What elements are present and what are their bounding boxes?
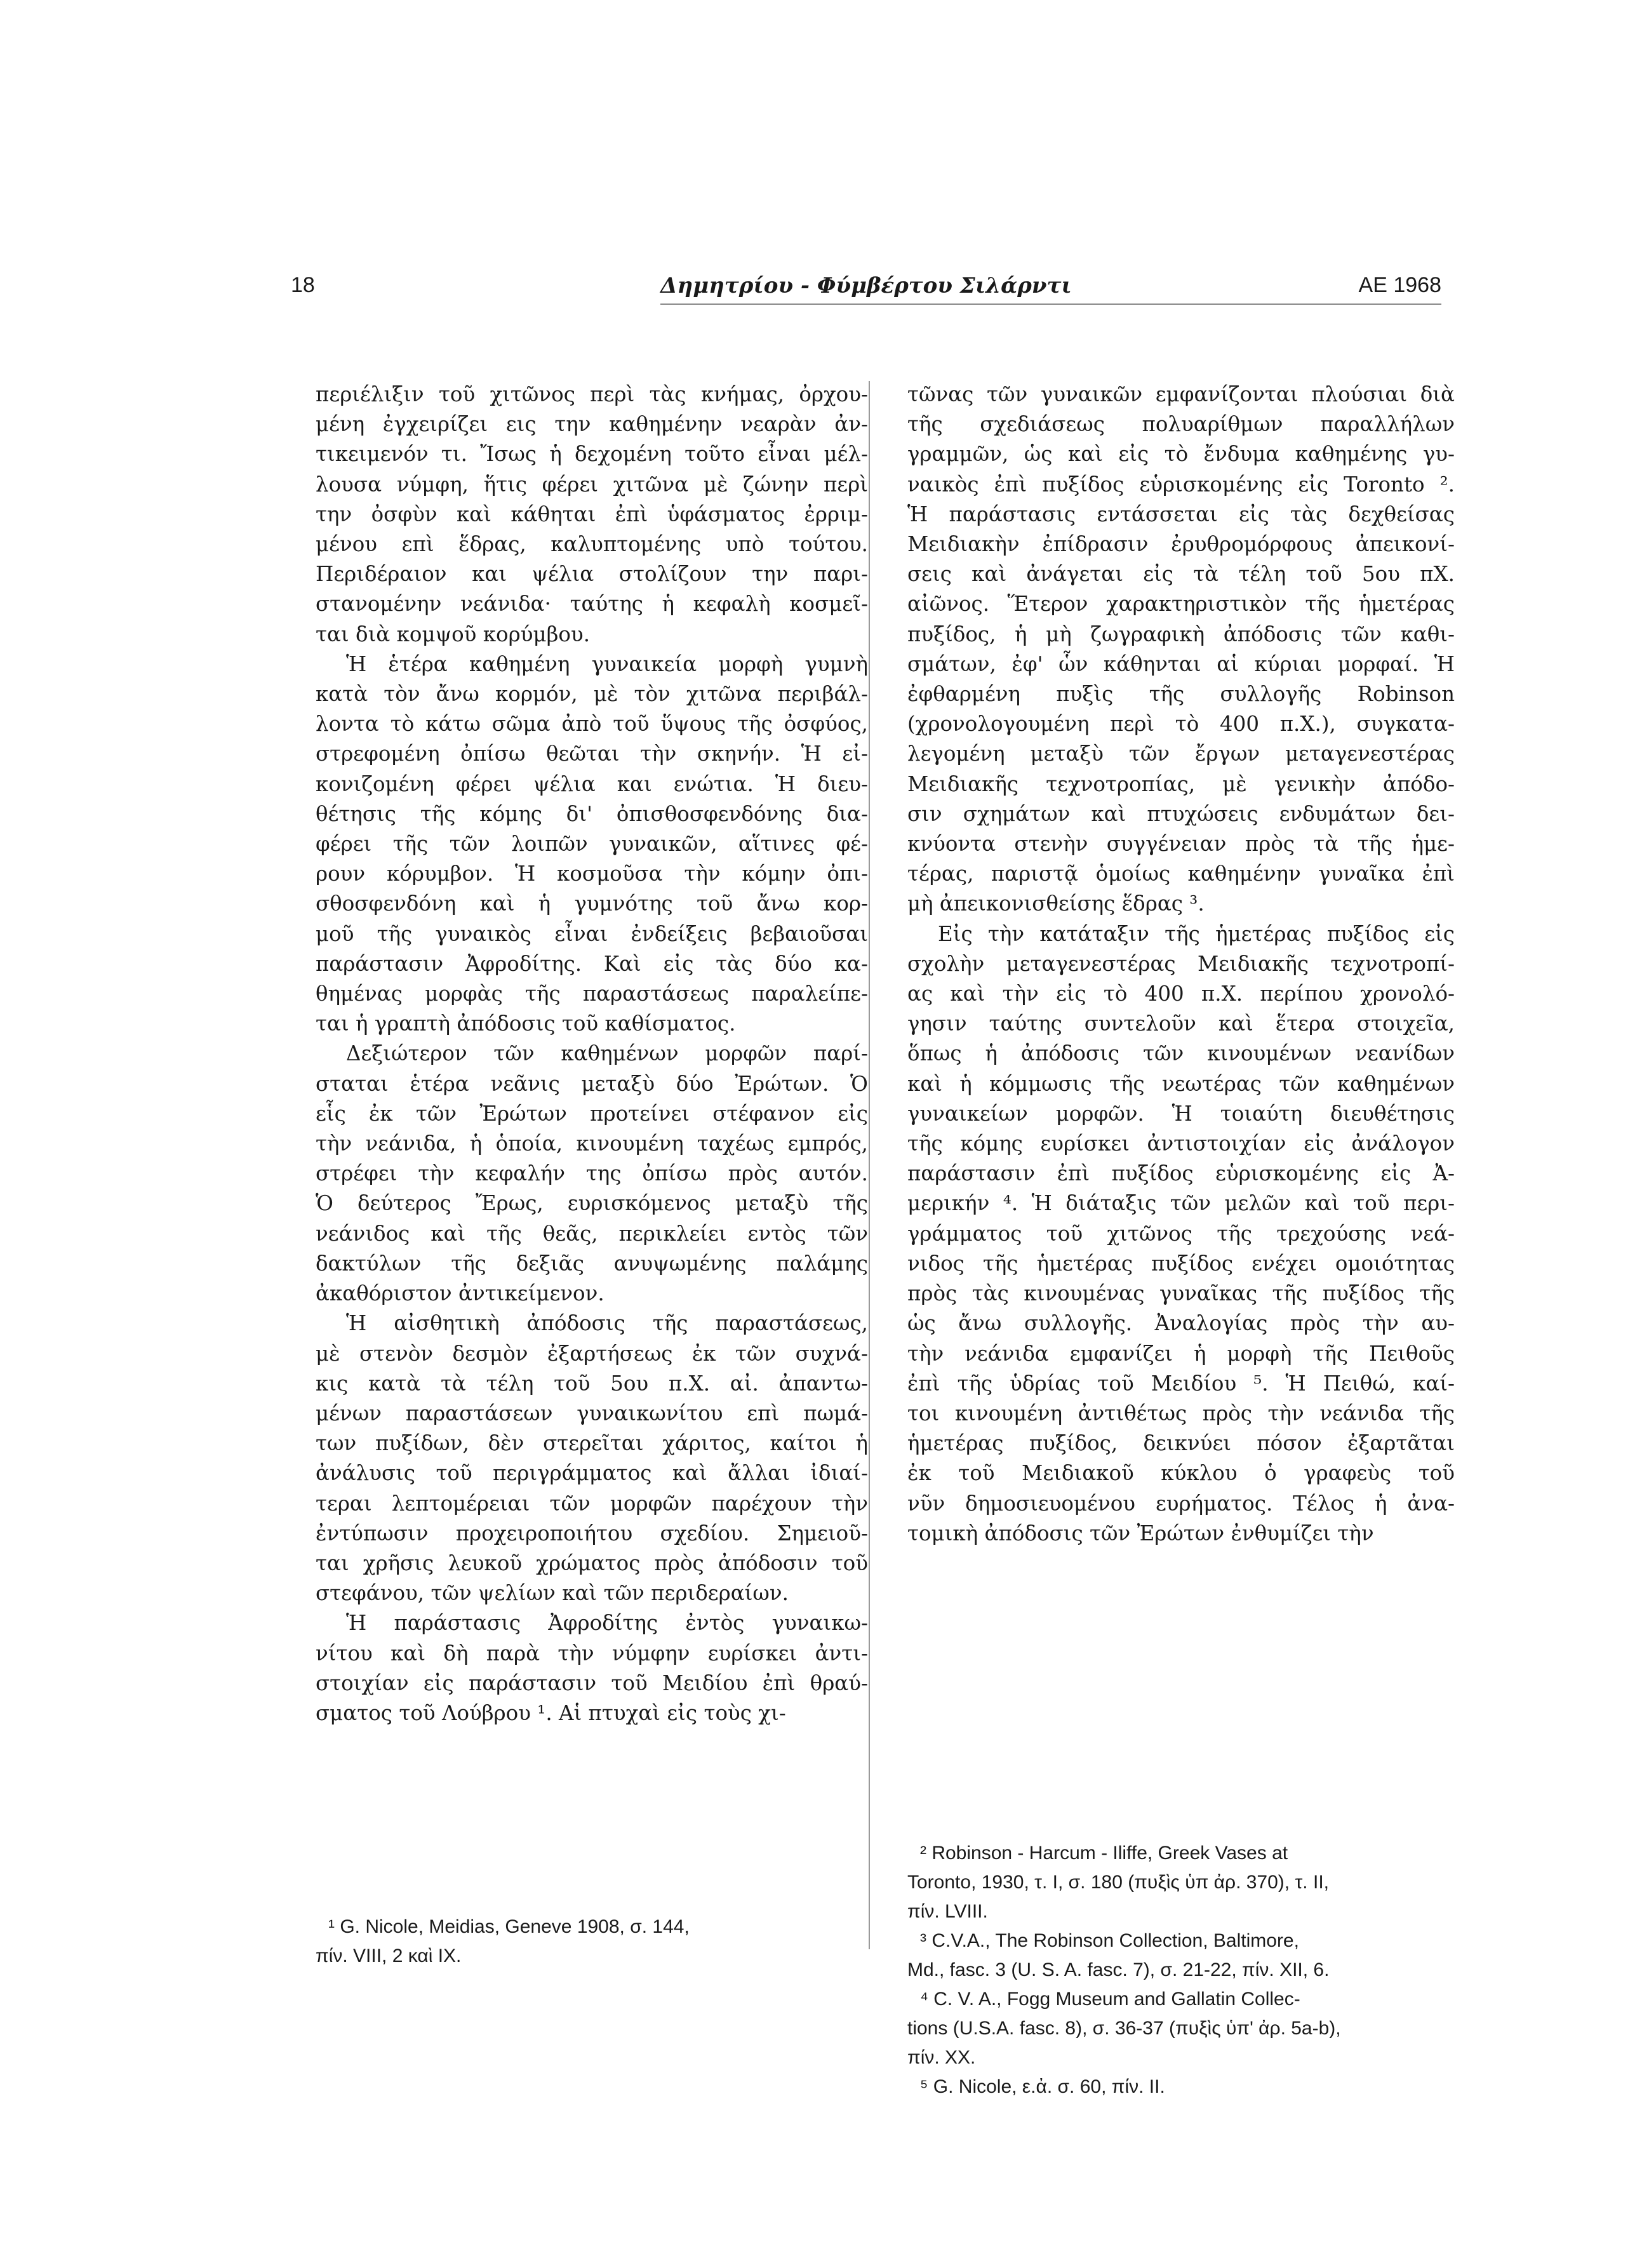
text-line: σταται ἑτέρα νεᾶνις μεταξὺ δύο Ἐρώτων. Ὁ <box>316 1071 868 1096</box>
text-line: τοι κινουμένη ἀντιθέτως πρὸς τὴν νεάνιδα τῆς <box>907 1401 1455 1425</box>
text-line: γυναικείων μορφῶν. Ἡ τοιαύτη διευθέτησις <box>907 1101 1455 1126</box>
text-line: ἐντύπωσιν προχειροποιήτου σχεδίου. Σημειοῦ- <box>316 1521 868 1545</box>
footnote-line: πίν. XX. <box>907 2047 976 2068</box>
text-line: παράστασιν Ἀφροδίτης. Καὶ εἰς τὰς δύο κα- <box>316 951 868 976</box>
text-line: Εἰς τὴν κατάταξιν τῆς ἡμετέρας πυξίδος εἰς <box>938 921 1455 946</box>
text-line: τῆς σχεδιάσεως πολυαρίθμων παραλλήλων <box>907 412 1455 437</box>
text-line: κατὰ τὸν ἄνω κορμόν, μὲ τὸν χιτῶνα περιβάλ- <box>316 682 868 707</box>
running-header <box>291 273 1441 311</box>
text-line: γραμμῶν, ὡς καὶ εἰς τὸ ἔνδυμα καθημένης γυ- <box>907 442 1455 467</box>
footnote-line: Md., fasc. 3 (U. S. A. fasc. 7), σ. 21-22, πίν. XII, 6. <box>907 1959 1330 1980</box>
text-line: νιδος τῆς ἡμετέρας πυξίδος ενέχει ομοιότητας <box>907 1251 1455 1276</box>
footnote-line: πίν. LVIII. <box>907 1901 988 1922</box>
text-line: Μειδιακὴν ἐπίδρασιν ἐρυθρομόρφους ἀπεικονί- <box>907 532 1455 557</box>
text-line: δακτύλων τῆς δεξιᾶς ανυψωμένης παλάμης <box>316 1251 868 1276</box>
footnote-line: tions (U.S.A. fasc. 8), σ. 36-37 (πυξὶς ὑπ' ἀρ. 5a-b), <box>907 2018 1341 2039</box>
text-line: Ἡ παράστασις Ἀφροδίτης ἐντὸς γυναικω- <box>346 1611 868 1636</box>
text-line: ται χρῆσις λευκοῦ χρώματος πρὸς ἀπόδοσιν τοῦ <box>316 1551 868 1575</box>
text-line: μερικήν ⁴. Ἡ διάταξις τῶν μελῶν καὶ τοῦ περι- <box>907 1191 1455 1216</box>
text-line: νίτου καὶ δὴ παρὰ τὴν νύμφην ευρίσκει ἀντι- <box>316 1641 868 1665</box>
text-line: θέτησις τῆς κόμης δι' ὀπισθοσφενδόνης δια- <box>316 801 868 826</box>
text-line: αἰῶνος. Ἕτερον χαρακτηριστικὸν τῆς ἡμετέρας <box>907 592 1455 617</box>
text-line: λουσα νύμφη, ἥτις φέρει χιτῶνα μὲ ζώνην περὶ <box>316 472 868 497</box>
text-line: σθοσφενδόνη καὶ ἡ γυμνότης τοῦ ἄνω κορ- <box>316 891 868 916</box>
text-line: εἷς ἐκ τῶν Ἐρώτων προτείνει στέφανον εἰς <box>316 1101 868 1126</box>
text-line: λεγομένη μεταξὺ τῶν ἔργων μεταγενεστέρας <box>907 742 1455 766</box>
text-line: τομικὴ ἀπόδοσις τῶν Ἐρώτων ἐνθυμίζει τὴν <box>907 1521 1374 1545</box>
text-line: σχολὴν μεταγενεστέρας Μειδιακῆς τεχνοτροπί- <box>907 951 1455 976</box>
text-line: τὴν νεάνιδα, ἡ ὁποία, κινουμένη ταχέως εμπρός, <box>316 1131 868 1156</box>
right-column <box>907 380 1455 1549</box>
text-line: τῆς κόμης ευρίσκει ἀντιστοιχίαν εἰς ἀνάλογον <box>907 1131 1455 1156</box>
text-line: ὡς ἄνω συλλογῆς. Ἀναλογίας πρὸς τὴν αυ- <box>907 1311 1455 1336</box>
text-line: ται ἡ γραπτὴ ἀπόδοσις τοῦ καθίσματος. <box>316 1011 736 1036</box>
text-line: σματος τοῦ Λούβρου ¹. Αἱ πτυχαὶ εἰς τοὺς χι- <box>316 1700 786 1725</box>
footnote-line: Toronto, 1930, τ. I, σ. 180 (πυξὶς ὑπ ἀρ. 370), τ. II, <box>907 1872 1329 1893</box>
text-line: μοῦ τῆς γυναικὸς εἶναι ἐνδείξεις βεβαιοῦσαι <box>316 921 868 946</box>
text-line: φέρει τῆς τῶν λοιπῶν γυναικῶν, αἵτινες φέ- <box>316 832 868 857</box>
footnote-line: ³ C.V.A., The Robinson Collection, Baltimore, <box>920 1930 1299 1951</box>
text-line: τὴν νεάνιδα εμφανίζει ἡ μορφὴ τῆς Πειθοῦς <box>907 1341 1455 1366</box>
text-line: Δεξιώτερον τῶν καθημένων μορφῶν παρί- <box>346 1041 868 1066</box>
text-line: ἐκ τοῦ Μειδιακοῦ κύκλου ὁ γραφεὺς τοῦ <box>907 1461 1455 1486</box>
text-line: μένου επὶ ἕδρας, καλυπτομένης υπὸ τούτου. <box>316 532 868 557</box>
text-line: ἀκαθόριστον ἀντικείμενον. <box>316 1281 604 1306</box>
text-line: στρεφομένη ὀπίσω θεῶται τὴν σκηνήν. Ἡ εἰ- <box>316 742 868 766</box>
text-line: Περιδέραιον και ψέλια στολίζουν την παρι- <box>316 562 868 587</box>
text-line: μένων παραστάσεων γυναικωνίτου επὶ πωμά- <box>316 1401 868 1425</box>
text-line: λοντα τὸ κάτω σῶμα ἀπὸ τοῦ ὕψους τῆς ὀσφύος, <box>316 712 868 737</box>
text-line: κονιζομένη φέρει ψέλια και ενώτια. Ἡ διευ- <box>316 771 868 796</box>
text-line: νεάνιδος καὶ τῆς θεᾶς, περικλείει εντὸς τῶν <box>316 1221 868 1246</box>
footnote-line: πίν. VIII, 2 καὶ IX. <box>316 1945 462 1966</box>
text-line: ναικὸς ἐπὶ πυξίδος εὑρισκομένης εἰς Toronto ². <box>907 472 1455 497</box>
text-line: (χρονολογουμένη περὶ τὸ 400 π.Χ.), συγκατα- <box>907 712 1455 737</box>
text-line: τῶνας τῶν γυναικῶν εμφανίζονται πλούσιαι διὰ <box>907 382 1455 406</box>
text-line: θημένας μορφὰς τῆς παραστάσεως παραλείπε- <box>316 982 868 1006</box>
footnote-line: ⁴ C. V. A., Fogg Museum and Gallatin Collec- <box>920 1989 1300 2010</box>
text-line: σεις καὶ ἀνάγεται εἰς τὰ τέλη τοῦ 5ου πΧ. <box>907 562 1455 587</box>
text-line: Ἡ ἑτέρα καθημένη γυναικεία μορφὴ γυμνὴ <box>346 651 868 676</box>
text-line: την ὀσφὺν καὶ κάθηται ἐπὶ ὑφάσματος ἐρριμ- <box>316 502 868 526</box>
text-line: ται διὰ κομψοῦ κορύμβου. <box>316 622 591 646</box>
text-line: τέρας, παριστᾷ ὁμοίως καθημένην γυναῖκα ἐπὶ <box>907 862 1455 886</box>
footnote-line: ² Robinson - Harcum - Iliffe, Greek Vases at <box>920 1843 1288 1864</box>
text-line: καὶ ἡ κόμμωσις τῆς νεωτέρας τῶν καθημένων <box>907 1071 1455 1096</box>
text-line: στανομένην νεάνιδα· ταύτης ἡ κεφαλὴ κοσμεῖ- <box>316 592 868 617</box>
footnote-line: ¹ G. Nicole, Meidias, Geneve 1908, σ. 144, <box>328 1916 690 1937</box>
text-line: κις κατὰ τὰ τέλη τοῦ 5ου π.Χ. αἰ. ἀπαντω- <box>316 1371 868 1396</box>
text-line: πρὸς τὰς κινουμένας γυναῖκας τῆς πυξίδος τῆς <box>907 1281 1455 1306</box>
text-line: στοιχίαν εἰς παράστασιν τοῦ Μειδίου ἐπὶ θραύ- <box>316 1671 868 1695</box>
text-line: ἡμετέρας πυξίδος, δεικνύει πόσον ἐξαρτᾶται <box>907 1431 1455 1456</box>
header-rule <box>660 304 1441 305</box>
footnotes-left <box>316 1912 868 1971</box>
text-line: ἐπὶ τῆς ὑδρίας τοῦ Μειδίου ⁵. Ἡ Πειθώ, καί- <box>907 1371 1455 1396</box>
page-number: 18 <box>291 273 315 297</box>
text-line: σμάτων, ἐφ' ὧν κάθηνται αἱ κύριαι μορφαί. Ἡ <box>907 651 1455 676</box>
text-line: στεφάνου, τῶν ψελίων καὶ τῶν περιδεραίων. <box>316 1581 789 1606</box>
text-line: μένη ἐγχειρίζει εις την καθημένην νεαρὰν ἀν- <box>316 412 868 437</box>
text-line: περιέλιξιν τοῦ χιτῶνος περὶ τὰς κνήμας, ὀρχου- <box>316 382 868 406</box>
text-line: κνύοντα στενὴν συγγένειαν πρὸς τὰ τῆς ἡμε- <box>907 832 1455 857</box>
running-title: Δημητρίου - Φύμβέρτου Σιλάρντι <box>660 273 1072 298</box>
column-divider <box>869 381 870 1949</box>
text-line: τικειμενόν τι. Ἴσως ἡ δεχομένη τοῦτο εἶναι μέλ- <box>316 442 868 467</box>
text-line: ὅπως ἡ ἀπόδοσις τῶν κινουμένων νεανίδων <box>907 1041 1455 1066</box>
text-line: γράμματος τοῦ χιτῶνος τῆς τρεχούσης νεά- <box>907 1221 1455 1246</box>
text-line: μὲ στενὸν δεσμὸν ἐξαρτήσεως ἐκ τῶν συχνά- <box>316 1341 868 1366</box>
text-line: ρουν κόρυμβον. Ἡ κοσμοῦσα τὴν κόμην ὀπι- <box>316 862 868 886</box>
text-line: γησιν ταύτης συντελοῦν καὶ ἕτερα στοιχεῖα, <box>907 1011 1455 1036</box>
text-line: Ὁ δεύτερος Ἔρως, ευρισκόμενος μεταξὺ τῆς <box>316 1191 868 1216</box>
text-line: ας καὶ τὴν εἰς τὸ 400 π.Χ. περίπου χρονολό- <box>907 982 1455 1006</box>
text-line: ἀνάλυσις τοῦ περιγράμματος καὶ ἄλλαι ἰδιαί- <box>316 1461 868 1486</box>
text-line: Ἡ παράστασις εντάσσεται εἰς τὰς δεχθείσας <box>907 502 1455 526</box>
text-line: ἐφθαρμένη πυξὶς τῆς συλλογῆς Robinson <box>907 682 1455 707</box>
text-line: τεραι λεπτομέρειαι τῶν μορφῶν παρέχουν τὴν <box>316 1491 868 1516</box>
text-line: των πυξίδων, δὲν στερεῖται χάριτος, καίτοι ἡ <box>316 1431 868 1456</box>
footnote-line: ⁵ G. Nicole, ε.ἀ. σ. 60, πίν. II. <box>920 2076 1165 2097</box>
journal-reference: ΑΕ 1968 <box>1358 273 1441 297</box>
text-line: στρέφει τὴν κεφαλήν της ὀπίσω πρὸς αυτόν. <box>316 1161 868 1186</box>
footnotes-right <box>907 1839 1455 2102</box>
left-column <box>316 380 868 1728</box>
text-line: Ἡ αἰσθητικὴ ἀπόδοσις τῆς παραστάσεως, <box>346 1311 868 1336</box>
text-line: Μειδιακῆς τεχνοτροπίας, μὲ γενικὴν ἀπόδο- <box>907 771 1455 796</box>
text-line: παράστασιν ἐπὶ πυξίδος εὑρισκομένης εἰς Ἀ- <box>907 1161 1455 1186</box>
text-line: σιν σχημάτων καὶ πτυχώσεις ενδυμάτων δει- <box>907 801 1455 826</box>
text-line: μὴ ἀπεικονισθείσης ἕδρας ³. <box>907 891 1205 916</box>
text-line: νῦν δημοσιευομένου ευρήματος. Τέλος ἡ ἀνα- <box>907 1491 1455 1516</box>
text-line: πυξίδος, ἡ μὴ ζωγραφικὴ ἀπόδοσις τῶν καθι- <box>907 622 1455 646</box>
